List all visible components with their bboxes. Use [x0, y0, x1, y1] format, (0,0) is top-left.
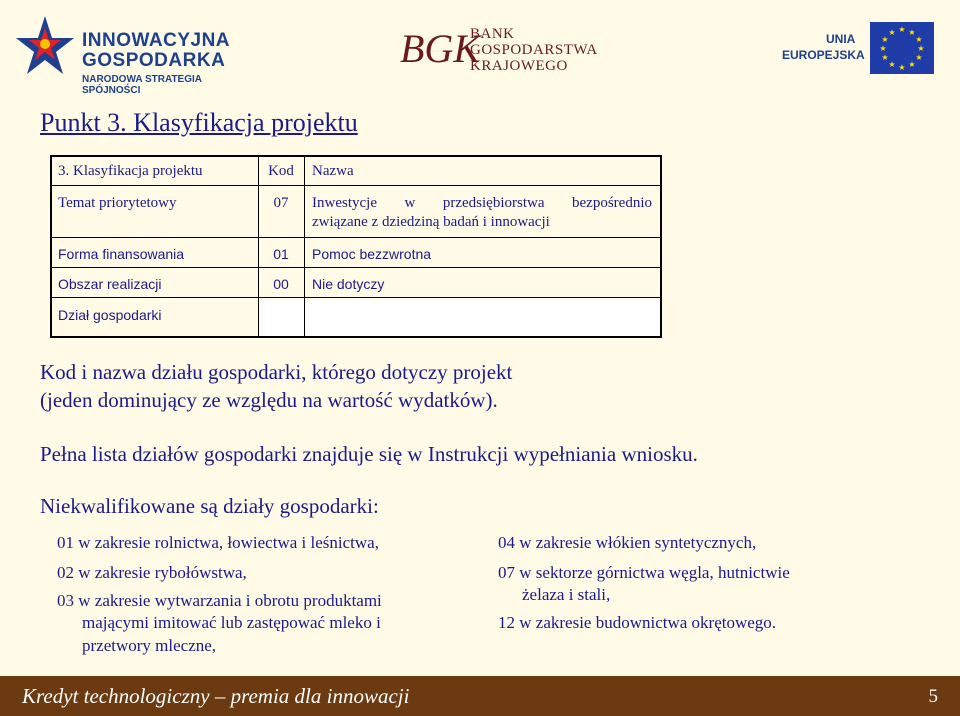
list-item-cont: żelaza i stali, [522, 585, 611, 604]
footer-bar [0, 676, 960, 716]
list-item-cont: mającymi imitować lub zastępować mleko i [82, 613, 381, 632]
footer-text: Kredyt technologiczny – premia dla innowacji [22, 684, 410, 708]
row-name: Inwestycje w przedsiębiorstwa bezpośrednio [312, 195, 652, 211]
eu-line-1: UNIA [826, 32, 856, 46]
list-item: 04 w zakresie włókien syntetycznych, [498, 533, 757, 552]
logo-line-3: NARODOWA STRATEGIA SPÓJNOŚCI [82, 74, 202, 96]
row-label: Obszar realizacji [58, 276, 162, 292]
bgk-line-1: BANK [470, 26, 515, 42]
svg-text:★: ★ [888, 60, 896, 69]
row-name: Nie dotyczy [312, 276, 385, 292]
list-item-cont: przetwory mleczne, [82, 636, 217, 655]
row-code: 07 [273, 195, 289, 211]
col-divider [304, 157, 305, 336]
svg-text:★: ★ [881, 35, 889, 44]
row-divider [52, 185, 660, 186]
list-item: 01 w zakresie rolnictwa, łowiectwa i leśnictwa, [57, 533, 379, 552]
eu-logo [778, 22, 938, 76]
list-item: 02 w zakresie rybołówstwa, [57, 563, 247, 582]
svg-text:★: ★ [915, 53, 923, 62]
page-number: 5 [928, 686, 938, 707]
bgk-line-2: GOSPODARSTWA [470, 42, 598, 58]
svg-text:★: ★ [917, 44, 925, 53]
svg-text:★: ★ [879, 44, 887, 53]
svg-text:★: ★ [888, 28, 896, 37]
row-name: Pomoc bezzwrotna [312, 246, 432, 262]
row-code: 00 [273, 276, 289, 292]
row-label: Forma finansowania [58, 246, 185, 262]
paragraph-2: Pełna lista działów gospodarki znajduje się w Instrukcji wypełniania wniosku. [40, 442, 698, 466]
paragraph-1-line-2: (jeden dominujący ze względu na wartość wydatków). [40, 388, 498, 412]
header-code: Kod [268, 163, 294, 179]
row-name-cont: związane z dziedziną badań i innowacji [312, 214, 550, 230]
innowacyjna-gospodarka-logo [14, 14, 254, 96]
bgk-monogram-icon [398, 22, 480, 74]
bgk-line-3: KRAJOWEGO [470, 58, 568, 74]
paragraph-1-line-1: Kod i nazwa działu gospodarki, którego dotyczy projekt [40, 360, 513, 384]
logo-line-2: GOSPODARKA [82, 50, 226, 71]
paragraph-3: Niekwalifikowane są działy gospodarki: [40, 494, 379, 518]
row-divider [52, 297, 660, 298]
svg-text:★: ★ [908, 28, 916, 37]
svg-text:★: ★ [915, 35, 923, 44]
row-divider [52, 237, 660, 238]
svg-text:★: ★ [881, 53, 889, 62]
list-item: 07 w sektorze górnictwa węgla, hutnictwie [498, 563, 790, 582]
header-name: Nazwa [312, 163, 354, 179]
eu-line-2: EUROPEJSKA [782, 48, 865, 62]
list-item: 03 w zakresie wytwarzania i obrotu produktami [57, 591, 382, 610]
star-emblem-icon [14, 14, 76, 80]
empty-code-cell [260, 300, 304, 336]
bgk-logo [398, 22, 598, 82]
slide-title: Punkt 3. Klasyfikacja projektu [40, 108, 358, 137]
svg-text:★: ★ [898, 25, 906, 34]
row-code: 01 [273, 246, 289, 262]
svg-text:BGK: BGK [400, 26, 480, 71]
row-divider [52, 267, 660, 268]
row-label: Dział gospodarki [58, 307, 162, 323]
svg-text:★: ★ [908, 60, 916, 69]
eu-flag-icon [870, 22, 934, 74]
logo-line-1: INNOWACYJNA [82, 30, 231, 51]
empty-name-cell [306, 300, 660, 336]
row-label: Temat priorytetowy [58, 195, 177, 211]
list-item: 12 w zakresie budownictwa okrętowego. [498, 613, 777, 632]
classification-table [50, 155, 662, 338]
svg-text:★: ★ [898, 63, 906, 72]
header-classification: 3. Klasyfikacja projektu [58, 163, 203, 179]
